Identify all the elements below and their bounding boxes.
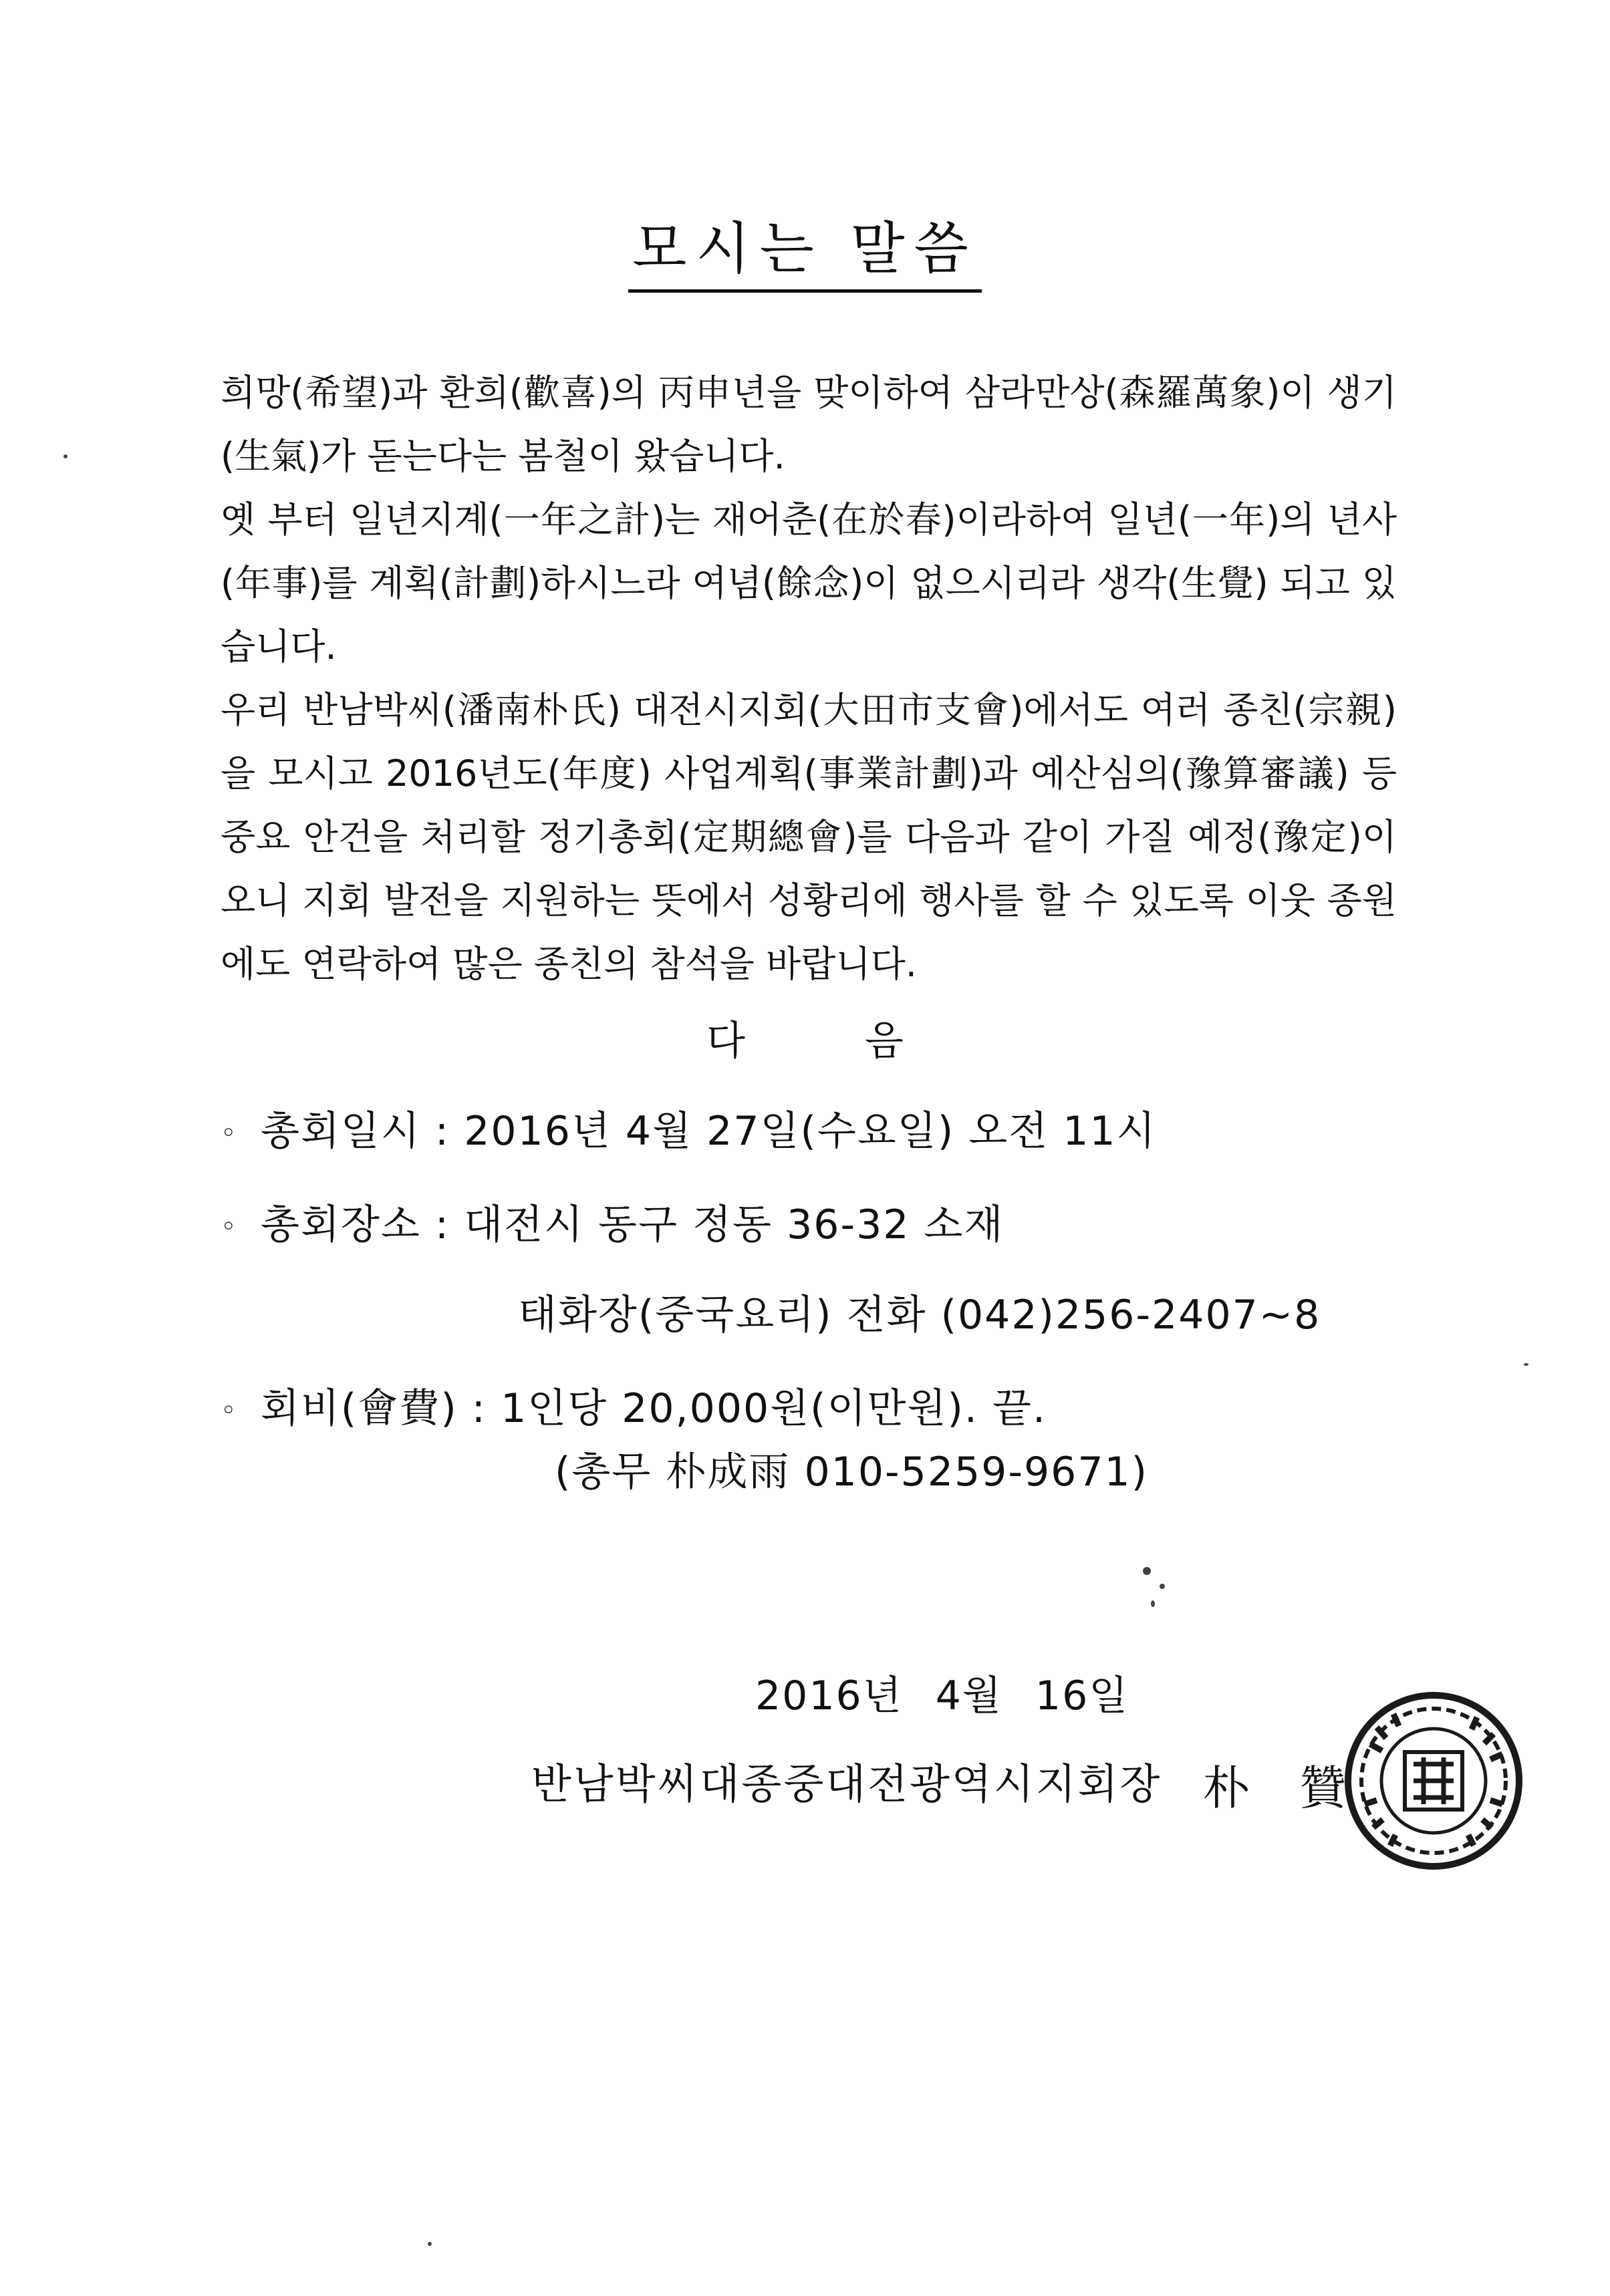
item-text: 태화장(중국요리) 전화 (042)256-2407~8	[518, 1292, 1321, 1338]
item-place-detail	[518, 1283, 1321, 1340]
item-fee	[221, 1377, 1047, 1434]
scan-speck	[63, 454, 68, 458]
scan-speck	[1160, 1584, 1165, 1589]
scan-speck	[428, 2242, 432, 2246]
scan-speck	[1151, 1600, 1155, 1607]
item-text: (총무 朴成雨 010-5259-9671)	[555, 1449, 1149, 1495]
paragraph-3: 우리 반남박씨(潘南朴氏) 대전시지회(大田市支會)에서도 여러 종친(宗親)을 모시고 2016년도(年度) 사업계획(事業計劃)과 예산심의(豫算審議) 등 중요 안건을 처리할 정기총회(定期總會)를 다음과 같이 가질 예정(豫定)이오니 지회 발전을 지원하는 뜻에서 성황리에 행사를 할 수 있도록 이웃 종원에도 연락하여 많은 종친의 참석을 바랍니다.	[221, 689, 1397, 985]
signature-name: 朴 贊	[1203, 1761, 1364, 1816]
item-meeting-place	[221, 1193, 1004, 1250]
item-text: 총회장소 : 대전시 동구 정동 36-32 소재	[261, 1201, 1004, 1248]
item-meeting-time	[221, 1099, 1157, 1157]
scan-speck	[1143, 1567, 1151, 1575]
paragraph-2: 옛 부터 일년지계(一年之計)는 재어춘(在於春)이라하여 일년(一年)의 년사(年事)를 계획(計劃)하시느라 여념(餘念)이 없으시리라 생각(生覺) 되고 있습니다.	[221, 498, 1397, 668]
item-text: 총회일시 : 2016년 4월 27일(수요일) 오전 11시	[261, 1108, 1157, 1155]
scan-speck	[1524, 1363, 1528, 1366]
document-body	[221, 361, 1397, 996]
next-heading: 다 음	[706, 1018, 904, 1064]
item-contact	[555, 1440, 1148, 1497]
item-text: 회비(會費) : 1인당 20,000원(이만원). 끝.	[261, 1385, 1047, 1432]
bullet-icon: ◦	[221, 1395, 238, 1427]
document-date: 2016년 4월 16일	[755, 1673, 1129, 1719]
signature-organization: 반남박씨대종중대전광역시지회장	[531, 1759, 1162, 1808]
document-title-text: 모시는 말씀	[628, 216, 981, 293]
bullet-icon: ◦	[221, 1211, 238, 1243]
seal-stamp-icon	[1343, 1691, 1524, 1871]
paragraph-1: 희망(希望)과 환희(歡喜)의 丙申년을 맞이하여 삼라만상(森羅萬象)이 생기(生氣)가 돋는다는 봄철이 왔습니다.	[221, 372, 1397, 477]
document-title	[0, 216, 1610, 281]
bullet-icon: ◦	[221, 1118, 238, 1149]
